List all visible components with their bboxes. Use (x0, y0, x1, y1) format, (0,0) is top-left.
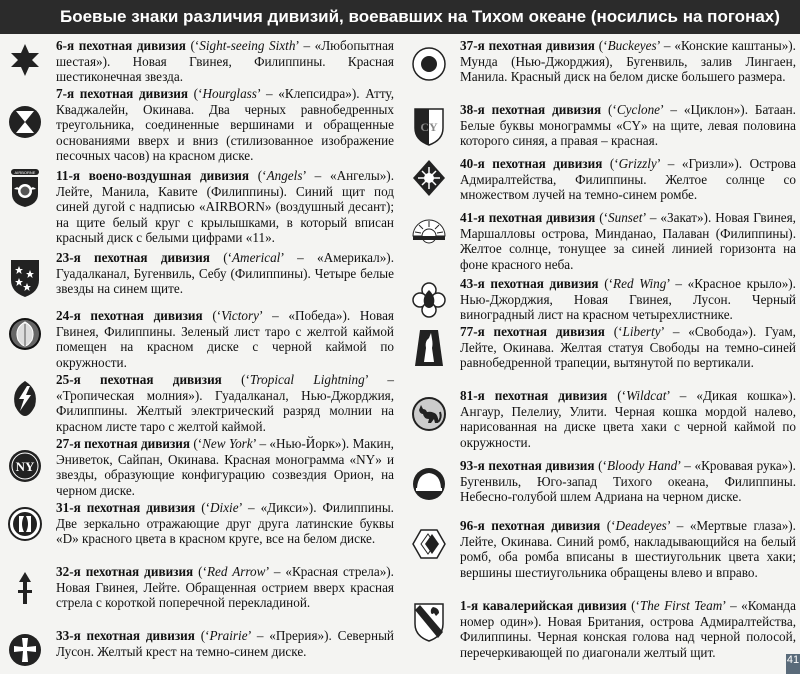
cavalry-horse-icon (412, 602, 446, 642)
lightning-leaf-icon (8, 378, 42, 418)
page-number-badge: 41 (786, 654, 800, 674)
entry-text: 1-я кавалерийская дивизия (‘The First Team’ – «Команда номер один»). Новая Британия, острова Адмиралтейства, Филиппины. Черная конская голова над черной полосой, перечеркивающей по диагонали желтый щит. (460, 598, 796, 660)
entry-text: 43-я пехотная дивизия (‘Red Wing’ – «Красное крыло»). Нью-Джорджия, Новая Гвинея, Лусон. Черный виноградный лист на красном четырехлистнике. (460, 276, 796, 323)
entry-text: 33-я пехотная дивизия (‘Prairie’ – «Прерия»). Северный Лусон. Желтый крест на темно-синем диске. (56, 628, 394, 659)
entry-text: 7-я пехотная дивизия (‘Hourglass’ – «Клепсидра»). Атту, Кваджалейн, Окинава. Два черных равнобедренных треугольника, соединенные вершинами и обращенные основаниями вверх и вниз (стилизованное изображение песочных часов) на красном диске. (56, 86, 394, 164)
ny-orion-icon (8, 446, 42, 486)
taro-leaf-icon (8, 314, 42, 354)
entry-text: 25-я пехотная дивизия (‘Tropical Lightning’ – «Тропическая молния»). Гуадалканал, Нью-Джорджия, Филиппины. Желтый электрический разряд молнии на красном листе таро с желтой каймой. (56, 372, 394, 434)
entry-text: 27-я пехотная дивизия (‘New York’ – «Нью-Йорк»). Макин, Эниветок, Сайпан, Окинава. Красная монограмма «NY» и звезды, образующие конфигурацию созвездия Орион, на черном диске. (56, 436, 394, 498)
svg-text:NY: NY (15, 459, 35, 474)
prairie-cross-icon (8, 630, 42, 670)
cyclone-shield-icon (412, 106, 446, 146)
deadeyes-icon (412, 524, 446, 564)
entry-text: 81-я пехотная дивизия (‘Wildcat’ – «Дикая кошка»). Ангаур, Пелелиу, Улити. Черная кошка мордой налево, нарисованная на диске цвета хаки с черной каймой по окружности. (460, 388, 796, 450)
entry-text: 32-я пехотная дивизия (‘Red Arrow’ – «Красная стрела»). Новая Гвинея, Лейте. Обращенная острием вверх красная стрела с короткой поперечной перекладиной. (56, 564, 394, 611)
stars-shield-icon (8, 258, 42, 298)
entry-text: 6-я пехотная дивизия (‘Sight-seeing Sixth’ – «Любопытная шестая»). Новая Гвинея, Филиппины. Красная шестиконечная звезда. (56, 38, 394, 85)
red-disc-icon (412, 44, 446, 84)
sunset-icon (412, 212, 446, 252)
entry-text: 24-я пехотная дивизия (‘Victory’ – «Победа»). Новая Гвинея, Филиппины. Зеленый лист таро с желтой каймой помещен на красном диске с черной каймой по окружности. (56, 308, 394, 370)
svg-text:AIRBORNE: AIRBORNE (14, 170, 36, 175)
entry-text: 23-я пехотная дивизия (‘Americal’ – «Америкал»). Гуадалканал, Бугенвиль, Себу (Филиппины). Четыре белые звезды на синем щите. (56, 250, 394, 297)
hourglass-icon (8, 102, 42, 142)
entry-text: 77-я пехотная дивизия (‘Liberty’ – «Свобода»). Гуам, Лейте, Окинава. Желтая статуя Свободы на темно-синей равнобедренной трапеции, вытянутой по вертикали. (460, 324, 796, 371)
entry-text: 38-я пехотная дивизия (‘Cyclone’ – «Циклон»). Батаан. Белые буквы монограммы «CY» на щите, левая половина которого синяя, а правая – красная. (460, 102, 796, 149)
liberty-statue-icon (412, 328, 446, 368)
grizzly-sun-icon (412, 158, 446, 198)
entry-text: 31-я пехотная дивизия (‘Dixie’ – «Дикси»). Филиппины. Две зеркально отражающие друг друга латинские буквы «D» красного цвета в красном круге, все на белом диске. (56, 500, 394, 547)
helmet-icon (412, 464, 446, 504)
entry-text: 40-я пехотная дивизия (‘Grizzly’ – «Гризли»). Острова Адмиралтейства, Филиппины. Желтое солнце со множеством лучей на темно-синем ромбе. (460, 156, 796, 203)
entry-text: 37-я пехотная дивизия (‘Buckeyes’ – «Конские каштаны»). Мунда (Нью-Джорджия), Бугенвиль, залив Лингаен, Манила. Красный диск на белом диске большего размера. (460, 38, 796, 85)
dixie-dd-icon (8, 504, 42, 544)
entry-text: 11-я воено-воздушная дивизия (‘Angels’ – «Ангелы»). Лейте, Манила, Кавите (Филиппины). Синий щит под синей дугой с надписью «AIRBORN» (воздушный десант); на щите белый круг с крылышками, в который вписан красный диск с белыми цифрами «11». (56, 168, 394, 246)
page-title: Боевые знаки различия дивизий, воевавших на Тихом океане (носились на погонах) (0, 0, 800, 34)
entry-text: 93-я пехотная дивизия (‘Bloody Hand’ – «Кровавая рука»). Бугенвиль, Юго-запад Тихого океана, Филиппины. Небесно-голубой шлем Адриана на черном диске. (460, 458, 796, 505)
wildcat-icon (412, 394, 446, 434)
red-arrow-icon (8, 568, 42, 608)
vine-leaf-icon (412, 280, 446, 320)
entry-text: 96-я пехотная дивизия (‘Deadeyes’ – «Мертвые глаза»). Лейте, Окинава. Синий ромб, накладывающийся на белый ромб, оба ромба вписаны в шестиугольник цвета хаки; вершины шестиугольника обращены влево и вправо. (460, 518, 796, 580)
star6-icon (8, 40, 42, 80)
angels-shield-icon (8, 168, 42, 208)
svg-text:CY: CY (420, 120, 438, 134)
entry-text: 41-я пехотная дивизия (‘Sunset’ – «Закат»). Новая Гвинея, Маршалловы острова, Минданао, Палаван (Филиппины). Желтое солнце, тонущее за синей линией горизонта на фоне красного неба. (460, 210, 796, 272)
